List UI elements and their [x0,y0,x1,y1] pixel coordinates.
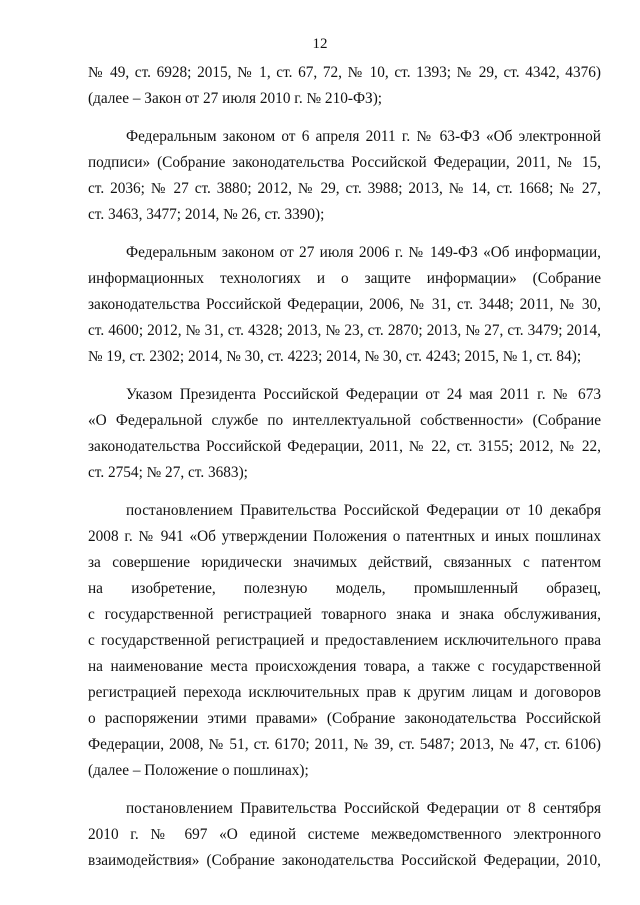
text-line: подписи» (Собрание законодательства Российской Федерации, 2011, № 15, [88,154,601,171]
text-line: 2008 г. № 941 «Об утверждении Положения о патентных и иных пошлинах [88,528,601,545]
text-line: Указом Президента Российской Федерации от 24 мая 2011 г. № 673 [126,386,601,403]
document-body [88,60,601,874]
text-line: 2010 г. № 697 «О единой системе межведомственного электронного [88,826,601,843]
text-line: на наименование места происхождения товара, а также с государственной [88,658,601,675]
text-line: (далее – Положение о пошлинах); [88,762,309,779]
text-line: постановлением Правительства Российской Федерации от 10 декабря [126,502,601,519]
text-line: ст. 2036; № 27 ст. 3880; 2012, № 29, ст. 3988; 2013, № 14, ст. 1668; № 27, [88,180,601,197]
paragraph [88,382,601,486]
text-line: № 49, ст. 6928; 2015, № 1, ст. 67, 72, № 10, ст. 1393; № 29, ст. 4342, 4376) [88,64,601,81]
page-number: 12 [312,36,328,52]
text-line: постановлением Правительства Российской Федерации от 8 сентября [126,800,601,817]
text-line: ст. 4600; 2012, № 31, ст. 4328; 2013, № 23, ст. 2870; 2013, № 27, ст. 3479; 2014, [88,322,601,339]
text-line: Федеральным законом от 6 апреля 2011 г. № 63-ФЗ «Об электронной [126,128,601,145]
text-line: на изобретение, полезную модель, промышленный образец, [88,580,601,597]
text-line: Федерации, 2008, № 51, ст. 6170; 2011, № 39, ст. 5487; 2013, № 47, ст. 6106) [88,736,601,753]
paragraph [88,240,601,370]
text-line: (далее – Закон от 27 июля 2010 г. № 210-ФЗ); [88,90,383,107]
text-line: ст. 3463, 3477; 2014, № 26, ст. 3390); [88,206,325,223]
text-line: ст. 2754; № 27, ст. 3683); [88,464,248,481]
text-line: информационных технологиях и о защите информации» (Собрание [88,270,601,287]
text-line: за совершение юридически значимых действий, связанных с патентом [88,554,601,571]
paragraph [88,60,601,112]
text-line: регистрацией перехода исключительных прав к другим лицам и договоров [88,684,601,701]
text-line: законодательства Российской Федерации, 2011, № 22, ст. 3155; 2012, № 22, [88,438,601,455]
text-line: о распоряжении этими правами» (Собрание законодательства Российской [88,710,601,727]
paragraph [88,498,601,784]
text-line: законодательства Российской Федерации, 2006, № 31, ст. 3448; 2011, № 30, [88,296,601,313]
text-line: «О Федеральной службе по интеллектуальной собственности» (Собрание [88,412,601,429]
text-line: с государственной регистрацией и предоставлением исключительного права [88,632,601,649]
text-line: № 19, ст. 2302; 2014, № 30, ст. 4223; 2014, № 30, ст. 4243; 2015, № 1, ст. 84); [88,348,582,365]
text-line: взаимодействия» (Собрание законодательства Российской Федерации, 2010, [88,852,601,869]
text-line: Федеральным законом от 27 июля 2006 г. № 149-ФЗ «Об информации, [126,244,601,261]
paragraph [88,796,601,874]
paragraph [88,124,601,228]
text-line: с государственной регистрацией товарного знака и знака обслуживания, [88,606,601,623]
